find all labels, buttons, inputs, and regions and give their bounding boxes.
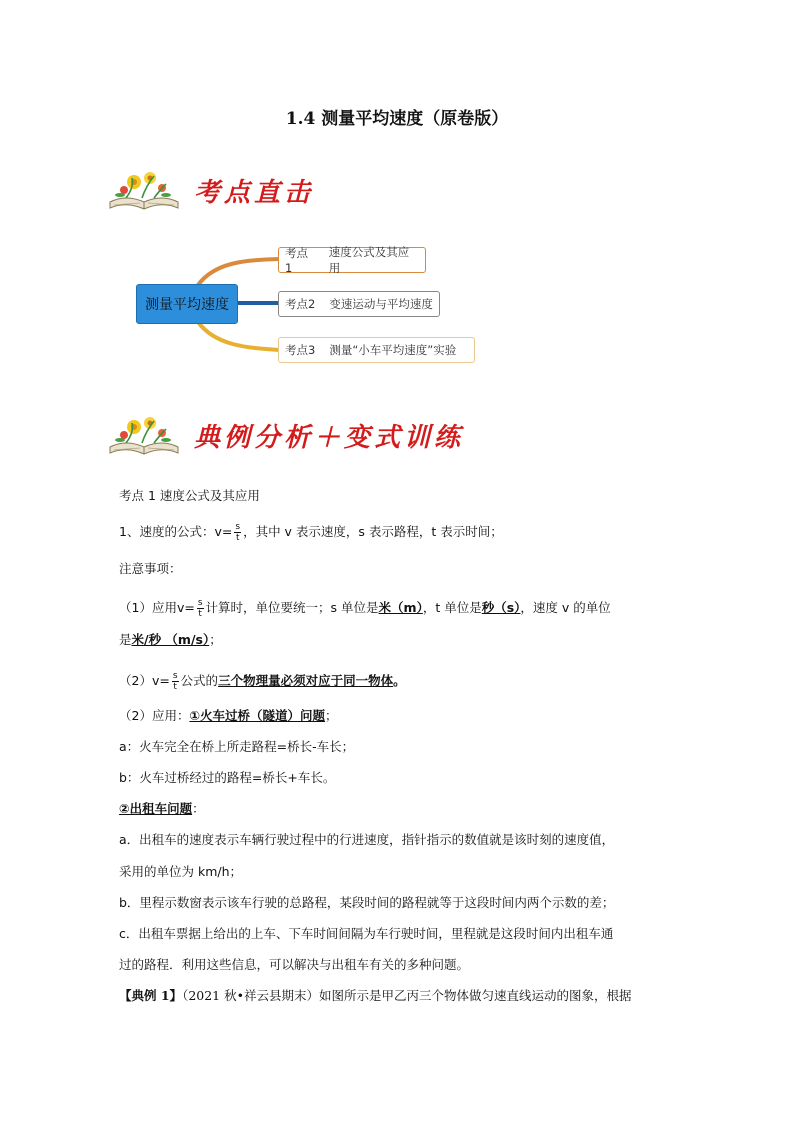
node-label: 测量“小车平均速度”实验 <box>329 343 457 357</box>
mindmap-node-3 <box>278 337 475 363</box>
taxi-b: b．里程示数窗表示该车行驶的总路程，某段时间的路程就等于这段时间内两个示数的差； <box>119 895 615 910</box>
text: 公式的 <box>180 673 219 688</box>
numerator: s <box>197 598 203 608</box>
emphasis: ①火车过桥（隧道）问题 <box>189 708 326 723</box>
application-line <box>119 710 338 723</box>
page-title: 1.4 测量平均速度（原卷版） <box>285 109 509 129</box>
numerator: s <box>235 522 241 532</box>
taxi-c-cont: 过的路程．利用这些信息，可以解决与出租车有关的多种问题。 <box>119 957 470 972</box>
text: 。 <box>393 673 406 688</box>
numerator: s <box>172 671 178 681</box>
taxi-a-cont: 采用的单位为 km/h； <box>119 864 243 879</box>
example-1-line <box>119 990 631 1003</box>
var-v: v <box>176 600 185 615</box>
taxi-heading <box>119 803 205 816</box>
text: 是 <box>119 632 132 647</box>
fraction-s-over-t <box>172 671 179 692</box>
mindmap-node-1 <box>278 247 426 273</box>
text: 1、速度的公式： <box>119 524 215 539</box>
banner-title: 考点直击 <box>194 177 315 208</box>
notes-heading: 注意事项： <box>119 561 182 576</box>
formula-line <box>119 522 503 543</box>
node-label: 速度公式及其应用 <box>328 245 410 275</box>
mindmap-node-2 <box>278 291 440 317</box>
note-2-line <box>119 671 406 692</box>
text: ，t 单位是 <box>422 600 482 615</box>
fraction-s-over-t <box>197 598 204 619</box>
emphasis: ②出租车问题 <box>119 801 193 816</box>
open-book-flowers-icon <box>104 413 184 457</box>
text: ； <box>209 632 222 647</box>
section-banner-examples <box>104 412 464 458</box>
fraction-s-over-t <box>234 522 241 543</box>
train-b: b：火车过桥经过的路程=桥长+车长。 <box>119 770 336 785</box>
text: （1）应用 <box>119 600 177 615</box>
denominator: t <box>173 682 177 692</box>
equals: = <box>159 673 170 688</box>
train-a: a：火车完全在桥上所走路程=桥长-车长； <box>119 739 355 754</box>
text: ，速度 v 的单位 <box>520 600 611 615</box>
text: ，其中 v 表示速度，s 表示路程，t 表示时间； <box>243 524 503 539</box>
text: （2）应用： <box>119 708 190 723</box>
text: ： <box>192 801 205 816</box>
text: 计算时，单位要统一；s 单位是 <box>205 600 379 615</box>
node-key: 考点2 <box>285 297 316 311</box>
note-1-cont <box>119 634 222 647</box>
text: ； <box>325 708 338 723</box>
denominator: t <box>235 533 240 543</box>
equals: = <box>184 600 195 615</box>
taxi-a: a．出租车的速度表示车辆行驶过程中的行进速度，指针指示的数值就是该时刻的速度值， <box>119 832 615 847</box>
note-1-line <box>119 598 611 619</box>
emphasis: 米/秒 （m/s） <box>131 632 210 647</box>
mindmap-root: 测量平均速度 <box>136 284 238 324</box>
text: （2） <box>119 673 152 688</box>
var-v: v <box>214 524 222 539</box>
text: （2021 秋•祥云县期末）如图所示是甲乙丙三个物体做匀速直线运动的图象，根据 <box>182 988 632 1003</box>
emphasis: 米（m） <box>378 600 423 615</box>
var-v: v <box>151 673 160 688</box>
node-key: 考点1 <box>285 246 308 275</box>
example-label: 【典例 1】 <box>119 988 183 1003</box>
section-heading: 考点 1 速度公式及其应用 <box>119 488 260 503</box>
taxi-c: c．出租车票据上给出的上车、下车时间间隔为车行驶时间，里程就是这段时间内出租车通 <box>119 926 614 941</box>
banner-title: 典例分析＋变式训练 <box>194 422 465 453</box>
emphasis: 秒（s） <box>481 600 521 615</box>
equals: = <box>221 524 233 539</box>
node-label: 变速运动与平均速度 <box>329 297 433 311</box>
denominator: t <box>198 609 202 619</box>
node-key: 考点3 <box>285 343 316 357</box>
emphasis: 三个物理量必须对应于同一物体 <box>218 673 394 688</box>
